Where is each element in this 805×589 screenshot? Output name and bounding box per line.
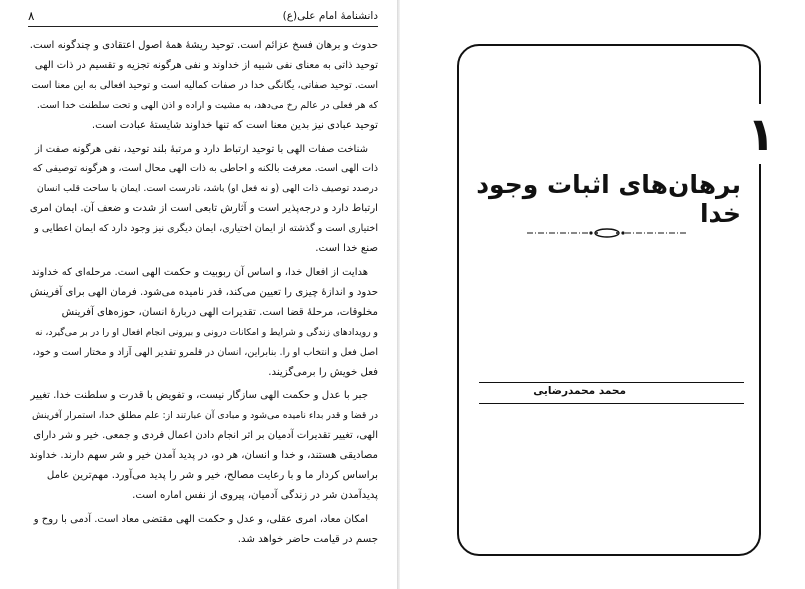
author-name: محمد محمدرضایی [533,385,626,397]
running-head-title: دانشنامهٔ امام علی(ع) [282,10,378,22]
text-line: توحید ذاتی به معنای نفی شبیه از خداوند و نفی هرگونه تجزیه و تقسیم در ذات الهی [34,59,378,71]
text-line: درصدد توصیف ذات الهی (و نه فعل او) باشد، نادرست است. ایمان با ساحت قلب انسان [36,183,378,195]
text-line: و رویدادهای زندگی و شرایط و امکانات درونی و بیرونی انجام افعال او را در بر می‌گیرد، نه [34,326,378,338]
text-line: جبر با عدل و حکمت الهی سازگار نیست، و تفویض با قدرت و سلطنت خدا. تغییر [30,390,368,402]
text-line: شناخت صفات الهی با توحید ارتباط دارد و مرتبهٔ بلند توحید، نفی هرگونه صفت از [34,143,368,155]
author-bar [479,382,744,404]
page-number: ۸ [28,9,35,23]
text-line: جسم در قیامت حاضر خواهد شد. [237,533,378,545]
chapter-title: برهان‌های اثبات وجود خدا [476,170,741,228]
text-line: توحید عبادی نیز بدین معنا است که تنها خداوند شایستهٔ عبادت است. [91,119,378,131]
text-line: ذات الهی است. معرفت بالکنه و احاطی به ذات الهی محال است، و هرگونه توصیفی که [32,163,378,175]
text-line: پدیدآمدن شر در زندگی آدمیان، پیروی از نفس اماره است. [132,489,378,501]
paragraph [30,263,378,382]
text-line: اصل فعل و انتخاب او را. بنابراین، انسان در قلمرو تقدیر الهی آزاد و مختار است و خود، [32,346,378,358]
paragraph [30,36,378,136]
paragraph [30,510,378,550]
text-line: براساس کردار ما و با رعایت مصالح، خیر و شر را پدید می‌آورد. مهم‌ترین عامل [46,470,378,482]
paragraph [30,140,378,259]
paragraph [30,386,378,505]
text-line: امکان معاد، امری عقلی، و عدل و حکمت الهی مقتضی معاد است. آدمی با روح و [33,513,368,525]
ornament-divider [527,226,687,240]
left-page [0,0,398,589]
chapter-title-frame [457,44,776,556]
text-line: حدوث و برهان فسخ عزائم است. توحید ریشهٔ همهٔ اصول اعتقادی و چندگونه است. [29,40,378,51]
text-line: الهی، تغییر تقدیرات آدمیان بر اثر انجام دادن اعمال فردی و جمعی. خیر و شر دارای [33,430,378,442]
text-line: مصادیقی هستند، و خدا و انسان، هر دو، در پدید آمدن خیر و شر سهم دارند. خداوند [29,450,378,462]
chapter-number: ۱ [741,104,781,164]
text-line: که هر فعلی در عالم رخ می‌دهد، به مشیت و اراده و اذن الهی و تحت سلطنت خدا است. [36,99,378,111]
running-head [28,10,378,27]
text-line: مخلوقات، مرحلهٔ قضا است. تقدیرات الهی دربارهٔ انسان، حوزه‌های آفرینش [61,306,378,318]
text-line: اختیاری است و گذشته از ایمان اختیاری، ایمان دیگری نیز وجود دارد که ایمان اعطایی و [34,223,378,235]
text-line: هدایت از افعال خدا، و اساس آن ربوبیت و حکمت الهی است. مرحله‌ای که خداوند [31,266,368,278]
text-line: در قضا و قدر بداء نامیده می‌شود و مبادی آن عبارتند از: علم مطلق خدا، استمرار آفرینش [32,410,378,422]
right-page [400,0,805,589]
text-line: صنع خدا است. [315,243,378,255]
text-line: ارتباط دارد و درجه‌پذیر است و آثارش تابعی است از شدت و ضعف آن. ایمان امری [29,203,378,215]
text-line: فعل خویش را برمی‌گزیند. [268,366,378,378]
text-line: است. توحید صفاتی، یگانگی خدا در صفات کمالیه است و توحید افعالی به این معنا است [31,79,378,91]
body-text [30,36,378,554]
text-line: حدود و اندازهٔ چیزی را تعیین می‌کند، قدر نامیده می‌شود. فرمان الهی برای آفرینش [29,286,378,298]
